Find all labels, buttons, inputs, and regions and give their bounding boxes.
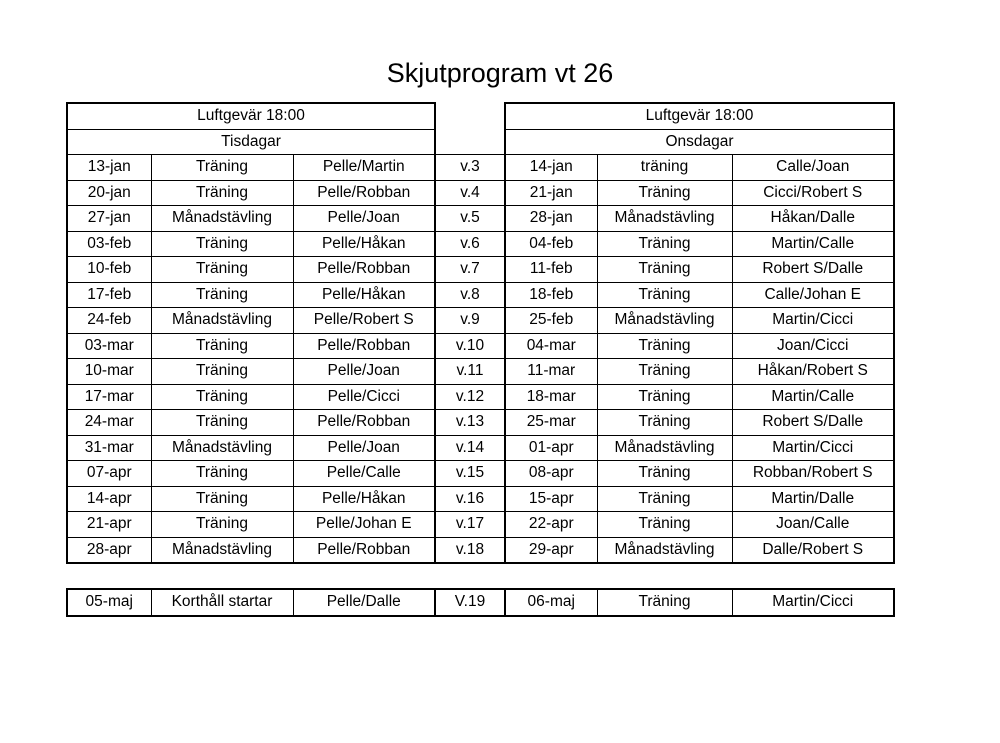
week-number: V.19 — [435, 589, 505, 616]
table-row — [67, 257, 894, 283]
tuesday-leaders: Pelle/Cicci — [293, 384, 435, 410]
tuesday-leaders: Pelle/Håkan — [293, 486, 435, 512]
wednesday-activity: Månadstävling — [597, 537, 732, 563]
tuesday-activity: Träning — [151, 155, 293, 181]
wednesday-date: 21-jan — [505, 180, 597, 206]
wednesday-date: 15-apr — [505, 486, 597, 512]
wednesday-activity: Träning — [597, 410, 732, 436]
wednesday-leaders: Håkan/Dalle — [732, 206, 894, 232]
tuesday-date: 05-maj — [67, 589, 151, 616]
wednesday-activity: Träning — [597, 589, 732, 616]
tuesday-date: 03-feb — [67, 231, 151, 257]
tuesday-leaders: Pelle/Joan — [293, 206, 435, 232]
tuesday-date: 31-mar — [67, 435, 151, 461]
table-row — [67, 282, 894, 308]
tuesday-date: 10-feb — [67, 257, 151, 283]
tuesday-date: 10-mar — [67, 359, 151, 385]
tuesday-date: 24-mar — [67, 410, 151, 436]
wednesday-date: 28-jan — [505, 206, 597, 232]
wednesday-leaders: Martin/Cicci — [732, 589, 894, 616]
wednesday-activity: Träning — [597, 231, 732, 257]
table-row — [67, 486, 894, 512]
tuesday-leaders: Pelle/Joan — [293, 435, 435, 461]
week-number: v.3 — [435, 155, 505, 181]
wednesday-activity: Månadstävling — [597, 308, 732, 334]
table-row — [67, 461, 894, 487]
tuesday-date: 21-apr — [67, 512, 151, 538]
tuesday-activity: Träning — [151, 333, 293, 359]
wednesday-leaders: Martin/Calle — [732, 384, 894, 410]
table-row — [67, 308, 894, 334]
week-number: v.8 — [435, 282, 505, 308]
table-row — [67, 537, 894, 563]
tuesday-activity: Träning — [151, 257, 293, 283]
table-row — [67, 512, 894, 538]
week-number: v.9 — [435, 308, 505, 334]
week-number: v.7 — [435, 257, 505, 283]
wednesday-activity: Träning — [597, 282, 732, 308]
wednesday-date: 14-jan — [505, 155, 597, 181]
wednesday-leaders: Robert S/Dalle — [732, 410, 894, 436]
tuesday-activity: Träning — [151, 231, 293, 257]
tuesday-activity: Korthåll startar — [151, 589, 293, 616]
wednesday-date: 22-apr — [505, 512, 597, 538]
tuesday-session-header: Luftgevär 18:00 — [67, 103, 435, 129]
tuesday-date: 03-mar — [67, 333, 151, 359]
page-title: Skjutprogram vt 26 — [386, 58, 614, 88]
tuesday-date: 17-mar — [67, 384, 151, 410]
week-number: v.17 — [435, 512, 505, 538]
spacer-row — [67, 563, 894, 589]
wednesday-leaders: Joan/Calle — [732, 512, 894, 538]
table-row — [67, 180, 894, 206]
wednesday-date: 18-feb — [505, 282, 597, 308]
wednesday-activity: Träning — [597, 180, 732, 206]
wednesday-date: 08-apr — [505, 461, 597, 487]
wednesday-activity: Månadstävling — [597, 435, 732, 461]
wednesday-leaders: Cicci/Robert S — [732, 180, 894, 206]
wednesday-activity: Träning — [597, 461, 732, 487]
wednesday-leaders: Calle/Johan E — [732, 282, 894, 308]
tuesday-leaders: Pelle/Johan E — [293, 512, 435, 538]
schedule-body — [67, 103, 894, 616]
table-row — [67, 359, 894, 385]
wednesday-activity: Träning — [597, 359, 732, 385]
wednesday-date: 25-feb — [505, 308, 597, 334]
tuesday-leaders: Pelle/Calle — [293, 461, 435, 487]
wednesday-leaders: Martin/Cicci — [732, 308, 894, 334]
tuesday-day-header: Tisdagar — [67, 129, 435, 155]
wednesday-date: 06-maj — [505, 589, 597, 616]
table-row — [67, 231, 894, 257]
week-number: v.10 — [435, 333, 505, 359]
tuesday-activity: Månadstävling — [151, 537, 293, 563]
week-number: v.14 — [435, 435, 505, 461]
wednesday-date: 18-mar — [505, 384, 597, 410]
wednesday-leaders: Martin/Dalle — [732, 486, 894, 512]
wednesday-activity: Träning — [597, 486, 732, 512]
tuesday-leaders: Pelle/Dalle — [293, 589, 435, 616]
wednesday-activity: Träning — [597, 333, 732, 359]
wednesday-leaders: Robban/Robert S — [732, 461, 894, 487]
tuesday-activity: Månadstävling — [151, 206, 293, 232]
wednesday-date: 04-feb — [505, 231, 597, 257]
wednesday-activity: Månadstävling — [597, 206, 732, 232]
tuesday-leaders: Pelle/Robban — [293, 537, 435, 563]
tuesday-activity: Träning — [151, 410, 293, 436]
wednesday-leaders: Joan/Cicci — [732, 333, 894, 359]
spacer-cell — [435, 129, 505, 155]
week-number: v.13 — [435, 410, 505, 436]
wednesday-day-header: Onsdagar — [505, 129, 894, 155]
week-number: v.18 — [435, 537, 505, 563]
tuesday-date: 13-jan — [67, 155, 151, 181]
week-number: v.5 — [435, 206, 505, 232]
wednesday-activity: Träning — [597, 257, 732, 283]
table-row — [67, 333, 894, 359]
wednesday-date: 25-mar — [505, 410, 597, 436]
tuesday-date: 27-jan — [67, 206, 151, 232]
tuesday-leaders: Pelle/Robban — [293, 180, 435, 206]
week-number: v.12 — [435, 384, 505, 410]
tuesday-leaders: Pelle/Håkan — [293, 282, 435, 308]
wednesday-leaders: Calle/Joan — [732, 155, 894, 181]
wednesday-date: 29-apr — [505, 537, 597, 563]
tuesday-activity: Träning — [151, 359, 293, 385]
wednesday-activity: Träning — [597, 512, 732, 538]
wednesday-activity: Träning — [597, 384, 732, 410]
wednesday-date: 01-apr — [505, 435, 597, 461]
tuesday-activity: Träning — [151, 282, 293, 308]
tuesday-activity: Träning — [151, 384, 293, 410]
tuesday-leaders: Pelle/Håkan — [293, 231, 435, 257]
schedule-table — [66, 102, 895, 617]
table-row — [67, 589, 894, 616]
table-row — [67, 155, 894, 181]
spacer-cell — [67, 563, 894, 589]
table-row — [67, 206, 894, 232]
tuesday-leaders: Pelle/Martin — [293, 155, 435, 181]
tuesday-leaders: Pelle/Robban — [293, 257, 435, 283]
week-number: v.16 — [435, 486, 505, 512]
tuesday-activity: Träning — [151, 512, 293, 538]
week-number: v.11 — [435, 359, 505, 385]
wednesday-leaders: Martin/Cicci — [732, 435, 894, 461]
tuesday-activity: Träning — [151, 486, 293, 512]
tuesday-date: 20-jan — [67, 180, 151, 206]
wednesday-activity: träning — [597, 155, 732, 181]
table-row — [67, 435, 894, 461]
tuesday-activity: Månadstävling — [151, 308, 293, 334]
tuesday-leaders: Pelle/Robert S — [293, 308, 435, 334]
tuesday-activity: Månadstävling — [151, 435, 293, 461]
tuesday-date: 24-feb — [67, 308, 151, 334]
wednesday-leaders: Robert S/Dalle — [732, 257, 894, 283]
table-row — [67, 410, 894, 436]
table-row — [67, 384, 894, 410]
tuesday-leaders: Pelle/Joan — [293, 359, 435, 385]
wednesday-date: 11-feb — [505, 257, 597, 283]
wednesday-leaders: Dalle/Robert S — [732, 537, 894, 563]
week-number: v.4 — [435, 180, 505, 206]
wednesday-leaders: Håkan/Robert S — [732, 359, 894, 385]
wednesday-leaders: Martin/Calle — [732, 231, 894, 257]
tuesday-date: 17-feb — [67, 282, 151, 308]
wednesday-date: 11-mar — [505, 359, 597, 385]
tuesday-date: 14-apr — [67, 486, 151, 512]
wednesday-date: 04-mar — [505, 333, 597, 359]
tuesday-activity: Träning — [151, 180, 293, 206]
header-row-session — [67, 103, 894, 129]
wednesday-session-header: Luftgevär 18:00 — [505, 103, 894, 129]
tuesday-leaders: Pelle/Robban — [293, 410, 435, 436]
tuesday-activity: Träning — [151, 461, 293, 487]
tuesday-leaders: Pelle/Robban — [293, 333, 435, 359]
tuesday-date: 28-apr — [67, 537, 151, 563]
header-row-day — [67, 129, 894, 155]
week-number: v.15 — [435, 461, 505, 487]
spacer-cell — [435, 103, 505, 129]
week-number: v.6 — [435, 231, 505, 257]
tuesday-date: 07-apr — [67, 461, 151, 487]
